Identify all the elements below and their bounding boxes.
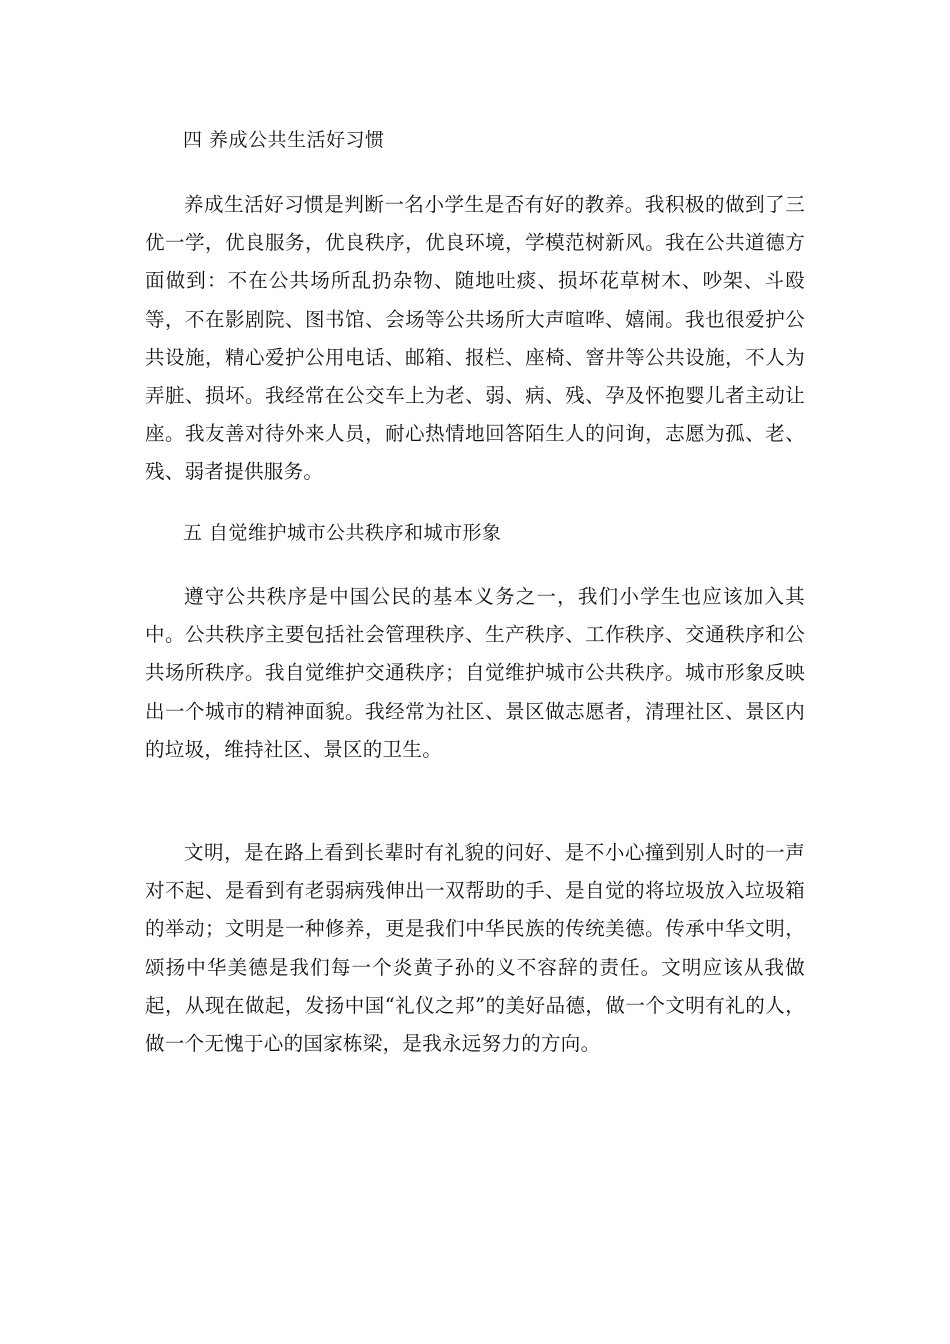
section-four-heading: 四 养成公共生活好习惯 <box>183 129 385 151</box>
section-five-paragraph: 遵守公共秩序是中国公民的基本义务之一，我们小学生也应该加入其中。公共秩序主要包括社会管理秩序、生产秩序、工作秩序、交通秩序和公共场所秩序。我自觉维护交通秩序；自觉维护城市公共秩序。城市形象反映出一个城市的精神面貌。我经常为社区、景区做志愿者，清理社区、景区内的垃圾，维持社区、景区的卫生。 <box>145 585 805 761</box>
section-five-heading: 五 自觉维护城市公共秩序和城市形象 <box>183 522 502 544</box>
closing-paragraph: 文明，是在路上看到长辈时有礼貌的问好、是不小心撞到别人时的一声对不起、是看到有老弱病残伸出一双帮助的手、是自觉的将垃圾放入垃圾箱的举动；文明是一种修养，更是我们中华民族的传统美德。传承中华文明，颂扬中华美德是我们每一个炎黄子孙的义不容辞的责任。文明应该从我做起，从现在做起，发扬中国“礼仪之邦”的美好品德，做一个文明有礼的人，做一个无愧于心的国家栋梁，是我永远努力的方向。 <box>145 841 805 1056</box>
section-four-paragraph: 养成生活好习惯是判断一名小学生是否有好的教养。我积极的做到了三优一学，优良服务，优良秩序，优良环境，学模范树新风。我在公共道德方面做到：不在公共场所乱扔杂物、随地吐痰、损坏花草树木、吵架、斗殴等，不在影剧院、图书馆、会场等公共场所大声喧哗、嬉闹。我也很爱护公共设施，精心爱护公用电话、邮箱、报栏、座椅、窨井等公共设施，不人为弄脏、损坏。我经常在公交车上为老、弱、病、残、孕及怀抱婴儿者主动让座。我友善对待外来人员，耐心热情地回答陌生人的问询，志愿为孤、老、残、弱者提供服务。 <box>145 193 805 484</box>
